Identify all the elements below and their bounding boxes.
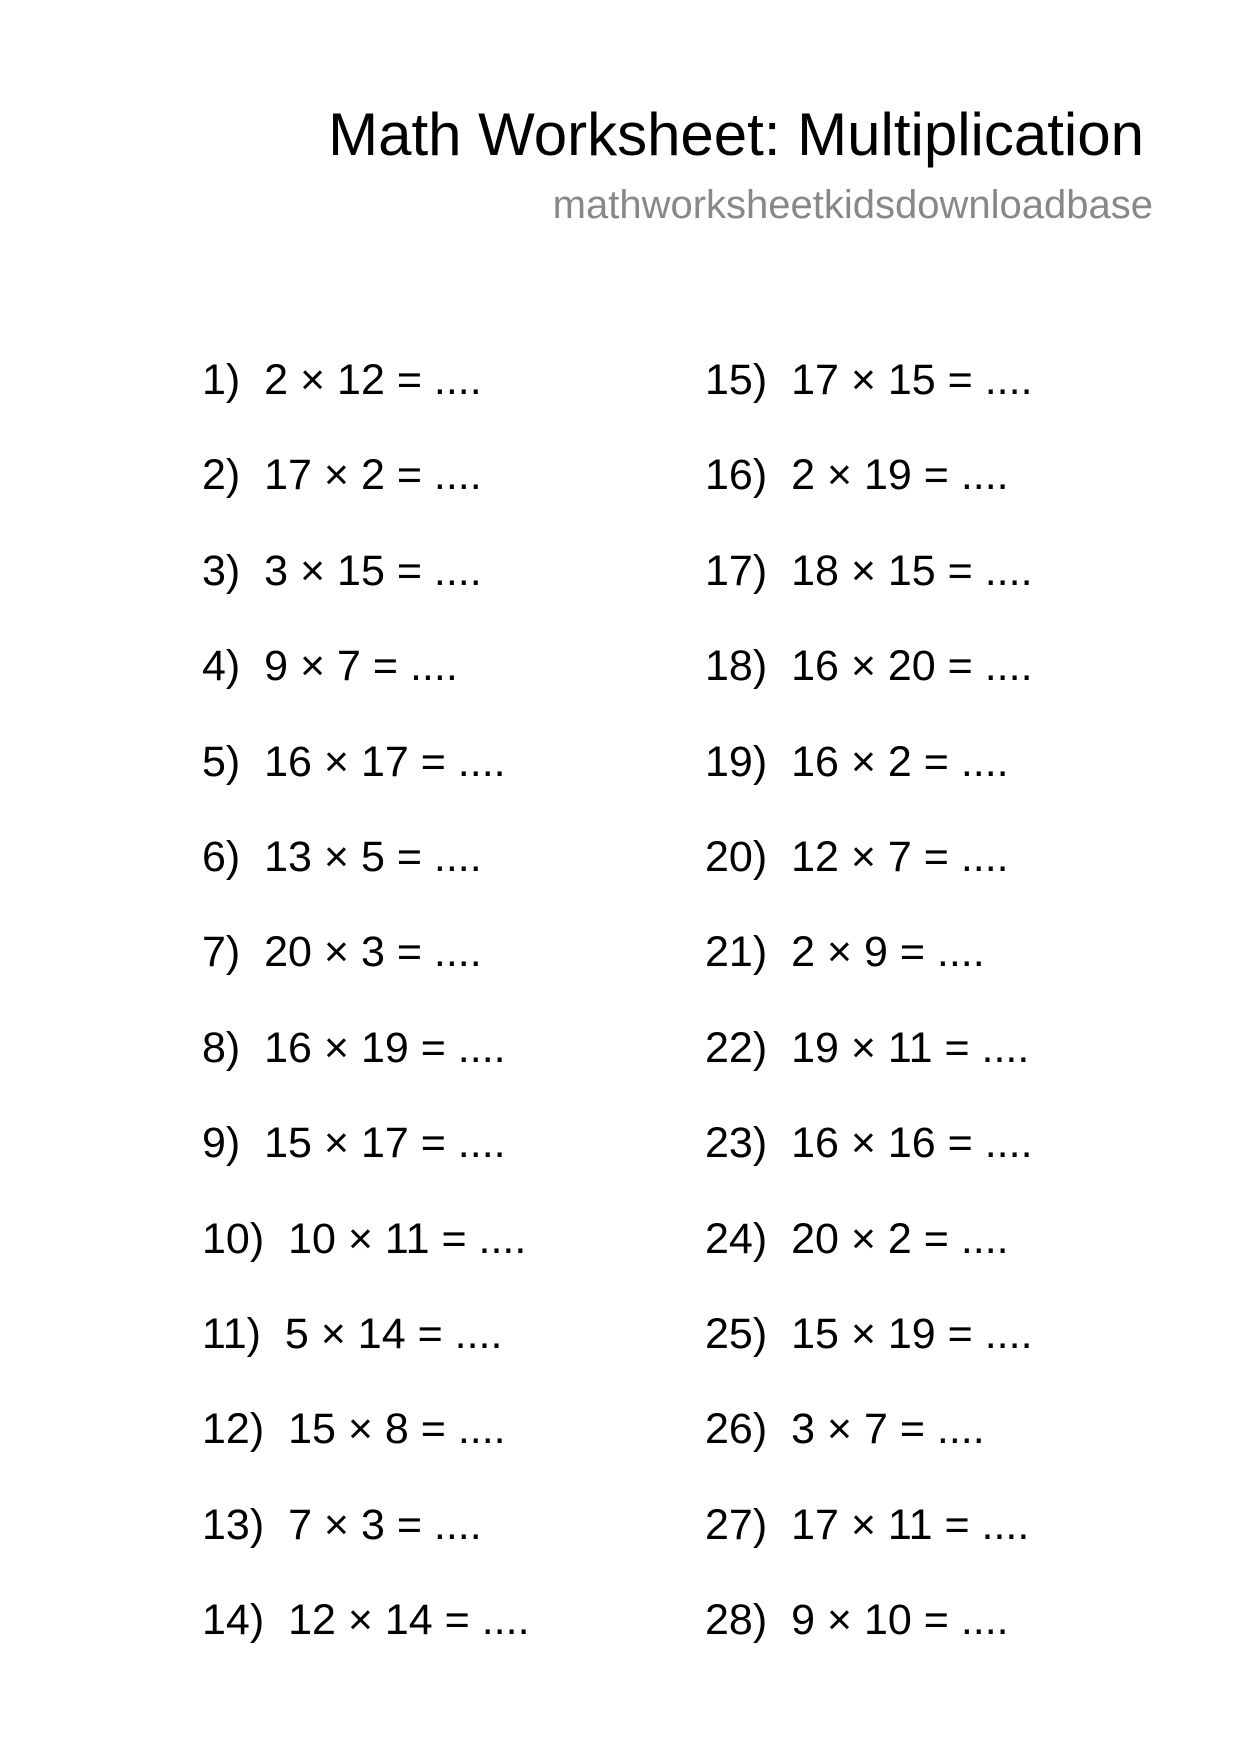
problem-expression: 2 × 19 = .... <box>791 451 1009 500</box>
problem-expression: 17 × 15 = .... <box>791 356 1033 404</box>
problem-number: 5) <box>202 737 241 786</box>
problem-item <box>202 1306 530 1401</box>
problem-expression: 15 × 17 = .... <box>264 1119 506 1168</box>
problem-item <box>202 1401 530 1496</box>
problem-item <box>202 1211 530 1306</box>
problem-number: 23) <box>705 1119 768 1168</box>
problem-item <box>705 1020 1033 1115</box>
problem-item <box>705 924 1033 1019</box>
problem-expression: 19 × 11 = .... <box>791 1023 1030 1072</box>
problem-item <box>705 1592 1033 1687</box>
problem-number: 16) <box>705 451 768 500</box>
problem-item <box>202 734 530 829</box>
problem-item <box>705 352 1033 447</box>
problem-item <box>705 829 1033 924</box>
problem-item <box>202 543 530 638</box>
worksheet-subtitle: mathworksheetkidsdownloadbase <box>552 183 1153 227</box>
problem-number: 12) <box>202 1405 265 1454</box>
problem-item <box>705 638 1033 733</box>
problem-number: 28) <box>705 1596 768 1645</box>
problem-number: 15) <box>705 356 768 404</box>
problem-expression: 13 × 5 = .... <box>264 832 482 881</box>
problem-item <box>202 1592 530 1687</box>
problem-expression: 9 × 7 = .... <box>264 642 458 691</box>
problem-item <box>202 638 530 733</box>
problem-number: 14) <box>202 1596 265 1645</box>
problem-expression: 5 × 14 = .... <box>284 1309 503 1358</box>
problem-expression: 12 × 14 = .... <box>288 1596 530 1645</box>
problem-item <box>705 1115 1033 1210</box>
problem-item <box>202 1115 530 1210</box>
problem-number: 8) <box>202 1023 241 1072</box>
problem-expression: 16 × 17 = .... <box>264 737 506 786</box>
problem-item <box>705 447 1033 542</box>
problem-expression: 20 × 3 = .... <box>264 928 482 977</box>
problem-number: 3) <box>202 546 241 595</box>
problem-expression: 20 × 2 = .... <box>791 1214 1009 1263</box>
problem-item <box>705 1211 1033 1306</box>
problem-expression: 15 × 19 = .... <box>791 1309 1033 1358</box>
problem-item <box>202 829 530 924</box>
problem-item <box>705 734 1033 829</box>
problem-item <box>705 1306 1033 1401</box>
problem-number: 1) <box>202 356 241 404</box>
problem-item <box>705 1401 1033 1496</box>
problem-number: 17) <box>705 546 768 595</box>
problem-expression: 9 × 10 = .... <box>791 1596 1009 1645</box>
problem-item <box>202 1497 530 1592</box>
problem-number: 2) <box>202 451 241 500</box>
problem-number: 13) <box>202 1500 265 1549</box>
problem-number: 21) <box>705 928 768 977</box>
problem-number: 4) <box>202 642 241 691</box>
problem-item <box>202 1020 530 1115</box>
problem-expression: 2 × 9 = .... <box>791 928 985 977</box>
problem-expression: 17 × 11 = .... <box>791 1500 1030 1549</box>
problem-expression: 2 × 12 = .... <box>264 356 482 404</box>
problem-expression: 18 × 15 = .... <box>791 546 1033 595</box>
problems-left-column <box>202 352 530 1687</box>
problem-number: 6) <box>202 832 241 881</box>
problem-expression: 17 × 2 = .... <box>264 451 482 500</box>
problem-number: 24) <box>705 1214 768 1263</box>
problem-number: 20) <box>705 832 768 881</box>
problem-number: 27) <box>705 1500 768 1549</box>
problem-number: 7) <box>202 928 241 977</box>
problem-number: 9) <box>202 1119 241 1168</box>
problem-expression: 7 × 3 = .... <box>288 1500 482 1549</box>
problem-number: 25) <box>705 1309 768 1358</box>
problem-expression: 10 × 11 = .... <box>288 1214 527 1263</box>
problem-expression: 16 × 16 = .... <box>791 1119 1033 1168</box>
problem-number: 26) <box>705 1405 768 1454</box>
problem-item <box>202 447 530 542</box>
problem-expression: 3 × 15 = .... <box>264 546 482 595</box>
problem-number: 22) <box>705 1023 768 1072</box>
problem-expression: 15 × 8 = .... <box>288 1405 506 1454</box>
problem-number: 18) <box>705 642 768 691</box>
problem-item <box>705 543 1033 638</box>
problem-number: 19) <box>705 737 768 786</box>
problem-expression: 16 × 19 = .... <box>264 1023 506 1072</box>
problem-item <box>705 1497 1033 1592</box>
problem-item <box>202 924 530 1019</box>
problem-expression: 16 × 2 = .... <box>791 737 1009 786</box>
problem-number: 10) <box>202 1214 265 1263</box>
problem-expression: 16 × 20 = .... <box>791 642 1033 691</box>
problems-right-column <box>705 352 1033 1687</box>
problem-expression: 3 × 7 = .... <box>791 1405 985 1454</box>
problem-item <box>202 352 530 447</box>
worksheet-title: Math Worksheet: Multiplication <box>328 101 1144 168</box>
problem-number: 11) <box>202 1309 261 1358</box>
problem-expression: 12 × 7 = .... <box>791 832 1009 881</box>
